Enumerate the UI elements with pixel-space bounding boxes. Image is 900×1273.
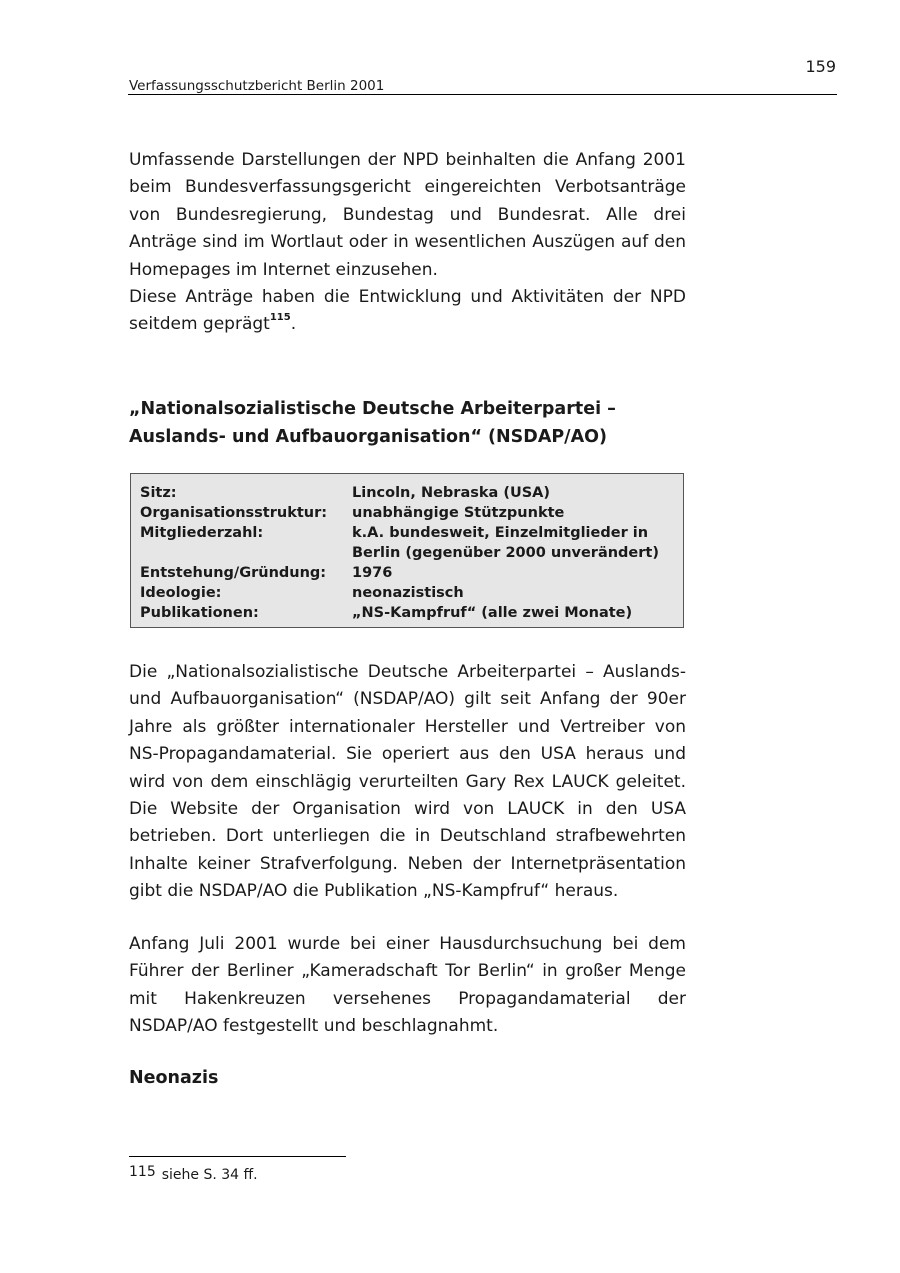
info-row-mitgliederzahl xyxy=(140,523,649,543)
subsection-heading: Neonazis xyxy=(129,1068,219,1088)
info-label: Ideologie: xyxy=(140,585,222,601)
body-paragraph-2-line: Führer der Berliner „Kameradschaft Tor Berlin“ in großer Menge xyxy=(129,961,686,982)
body-paragraph-1-text: Die „Nationalsozialistische Deutsche Arbeiterpartei – Auslands- und Aufbauorganisation“ (NSDAP/AO) gilt seit Anfang der 90er Jahre als größter internationaler Hersteller und Vertreiber von NS-Propagandamaterial. Sie operiert aus den USA heraus und wird von dem einschlägig verurteilten Gary Rex LAUCK geleitet. Die Website der Organisation wird von LAUCK in den USA betrieben. Dort unterliegen die in Deutschland strafbewehrten Inhalte keiner Strafverfolgung. Neben der Internetpräsentation gibt die NSDAP/AO die Publikation „NS-Kampfruf“ heraus. xyxy=(129,662,686,902)
info-value: k.A. bundesweit, Einzelmitglieder in xyxy=(352,525,649,541)
footnote-number: 115 xyxy=(129,1164,156,1180)
info-value: 1976 xyxy=(352,565,393,581)
info-label: Sitz: xyxy=(140,485,177,501)
info-value: unabhängige Stützpunkte xyxy=(352,505,565,521)
intro-paragraph-2 xyxy=(129,284,686,339)
footnote-115 xyxy=(129,1164,258,1183)
body-paragraph-2-line: mit Hakenkreuzen versehenes Propagandamaterial der xyxy=(129,988,686,1009)
info-value-continued: Berlin (gegenüber 2000 unverändert) xyxy=(352,545,659,561)
intro-paragraph-2-text: Diese Anträge haben die Entwicklung und Aktivitäten der NPD seitdem geprägt xyxy=(129,287,686,335)
footnote-text: siehe S. 34 ff. xyxy=(161,1167,258,1183)
info-row-entstehung xyxy=(140,563,393,583)
info-value: „NS-Kampfruf“ (alle zwei Monate) xyxy=(352,605,633,621)
body-paragraph-2 xyxy=(129,931,686,1041)
info-label: Mitgliederzahl: xyxy=(140,525,264,541)
info-value: neonazistisch xyxy=(352,585,464,601)
info-value: Lincoln, Nebraska (USA) xyxy=(352,485,551,501)
info-label: Entstehung/Gründung: xyxy=(140,565,327,581)
footnote-rule xyxy=(129,1156,346,1157)
body-paragraph-1 xyxy=(129,659,686,906)
info-row-ideologie xyxy=(140,583,464,603)
page-number: 159 xyxy=(805,57,836,76)
info-box xyxy=(130,473,684,628)
info-label: Organisationsstruktur: xyxy=(140,505,328,521)
info-label: Publikationen: xyxy=(140,605,259,621)
info-row-sitz xyxy=(140,483,551,503)
intro-paragraph-1: Umfassende Darstellungen der NPD beinhalten die Anfang 2001 beim Bundesverfassungsgericht eingereichten Verbotsanträge von Bundesregierung, Bundestag und Bundesrat. Alle drei Anträge sind im Wortlaut oder in wesentlichen Auszügen auf den Homepages im Internet einzusehen. xyxy=(129,150,686,280)
running-header: Verfassungsschutzbericht Berlin 2001 xyxy=(129,78,385,94)
info-row-organisationsstruktur xyxy=(140,503,565,523)
intro-paragraph-2-end: . xyxy=(290,314,297,335)
footnote-ref-115[interactable]: 115 xyxy=(269,312,291,324)
body-paragraph-2-line: NSDAP/AO festgestellt und beschlagnahmt. xyxy=(129,1016,499,1037)
section-heading: „Nationalsozialistische Deutsche Arbeiterpartei – Auslands- und Aufbauorganisation“ (NSDAP/AO) xyxy=(129,399,616,447)
info-row-publikationen xyxy=(140,603,633,623)
body-paragraph-2-line: Anfang Juli 2001 wurde bei einer Hausdurchsuchung bei dem xyxy=(129,934,686,954)
header-rule xyxy=(128,94,837,95)
intro-text xyxy=(129,147,686,339)
